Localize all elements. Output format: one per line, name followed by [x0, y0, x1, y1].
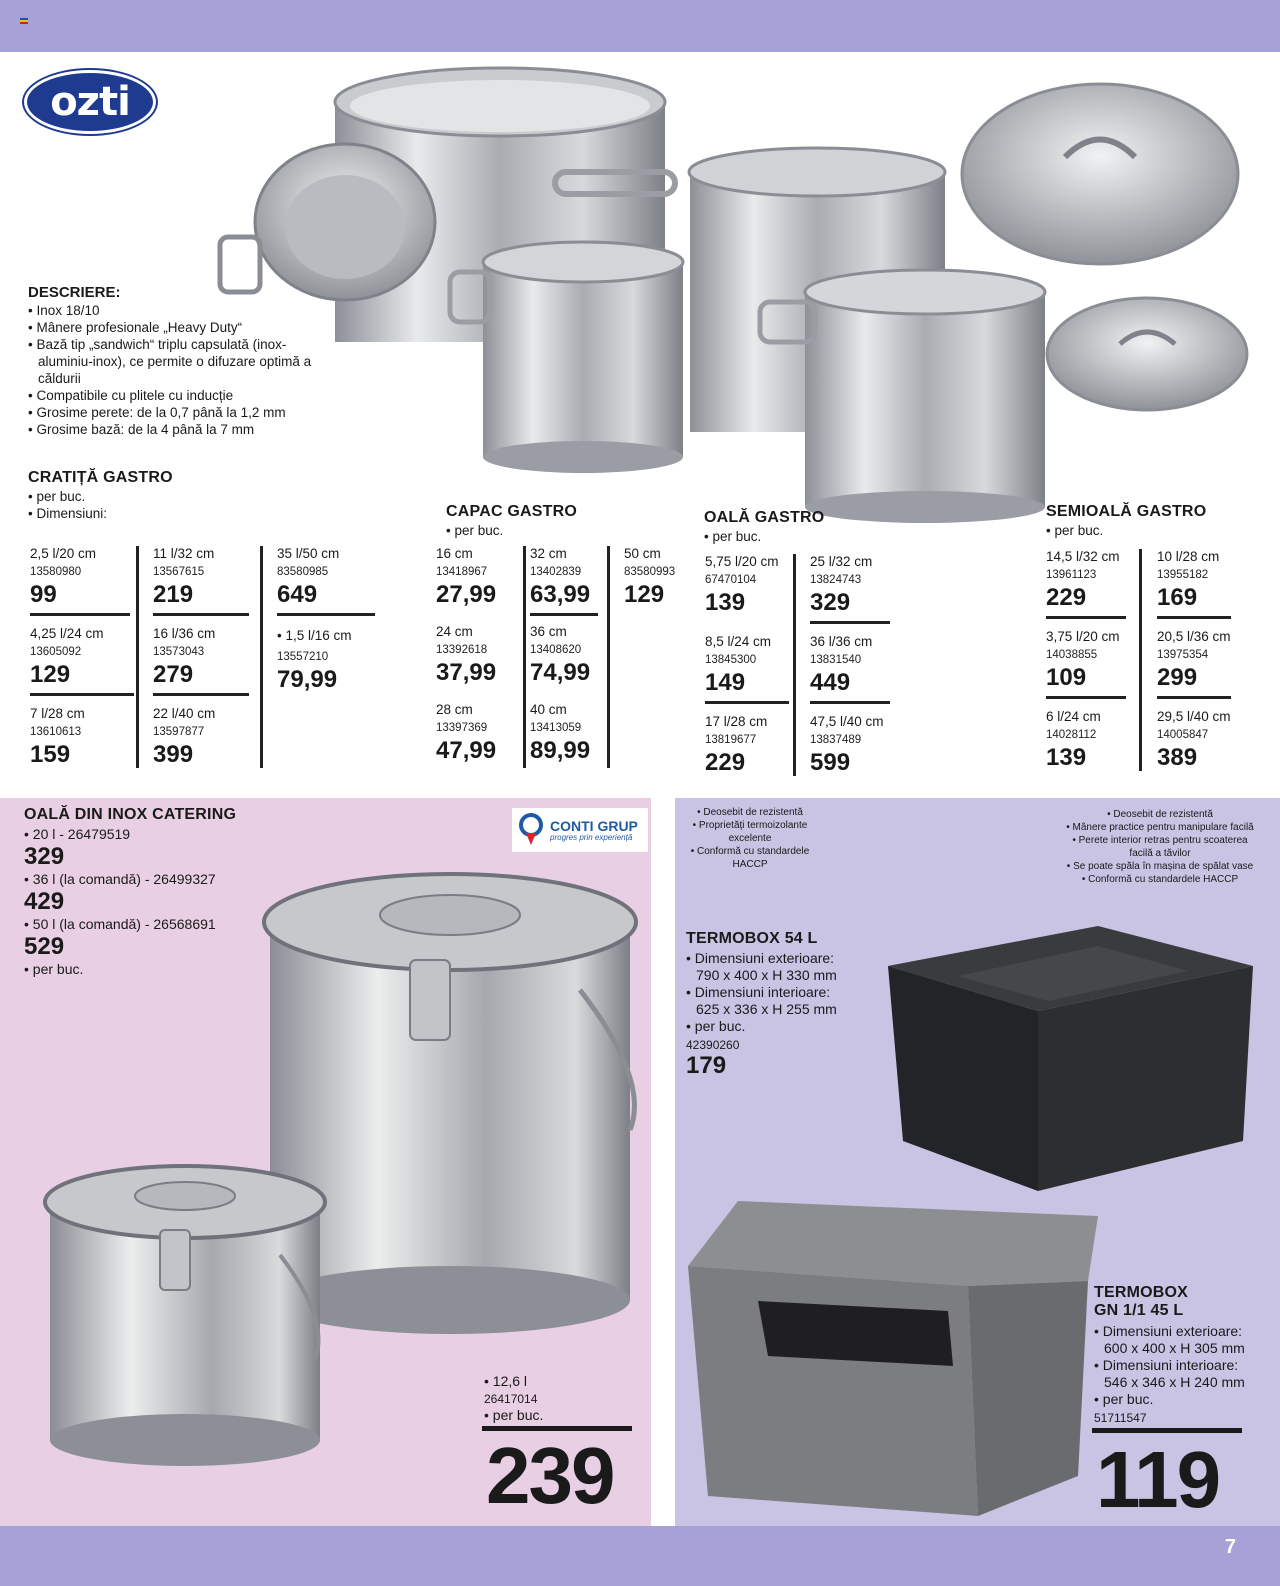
- price-cell: [705, 634, 793, 704]
- price: 74,99: [530, 659, 591, 686]
- product-code: 13567615: [153, 566, 205, 578]
- price: 139: [1046, 744, 1087, 771]
- size-label: 28 cm: [436, 702, 473, 717]
- product-code: 13955182: [1157, 569, 1209, 581]
- size-label: 36 l/36 cm: [810, 634, 873, 649]
- feature-item: • Se poate spăla în mașina de spălat vase: [1066, 861, 1254, 872]
- product-code: 67470104: [705, 574, 757, 586]
- capac-title: CAPAC GASTRO: [446, 503, 577, 520]
- price-cell: [436, 702, 523, 765]
- size-label: 17 l/28 cm: [705, 714, 768, 729]
- size-label: 8,5 l/24 cm: [705, 634, 772, 649]
- price: 129: [624, 581, 665, 608]
- termobox45-features: [1060, 808, 1260, 886]
- feature-item: • Mânere practice pentru manipulare facilă: [1066, 822, 1254, 833]
- product-code: 13819677: [705, 734, 757, 746]
- page-number: 7: [1224, 1536, 1236, 1558]
- divider: [153, 693, 249, 696]
- catering-title: OALĂ DIN INOX CATERING: [24, 806, 237, 823]
- price: 109: [1046, 664, 1087, 691]
- termobox54-line: 790 x 400 x H 330 mm: [696, 967, 837, 983]
- conti-logo-icon: [518, 813, 544, 847]
- price-cell: [1046, 709, 1139, 772]
- price-cell: [530, 546, 607, 616]
- price: 329: [810, 589, 851, 616]
- price-cell: [1157, 629, 1257, 699]
- semioala-note: • per buc.: [1046, 523, 1104, 538]
- feature-item: • Conformă cu standardele HACCP: [1081, 874, 1239, 885]
- divider: [30, 693, 134, 696]
- size-label: • 1,5 l/16 cm: [277, 628, 352, 643]
- price-cell: [277, 628, 377, 694]
- termobox54-line: • Dimensiuni exterioare:: [686, 950, 835, 966]
- size-label: 35 l/50 cm: [277, 546, 340, 561]
- size-label: 50 cm: [624, 546, 661, 561]
- price: 299: [1157, 664, 1198, 691]
- product-code: 14028112: [1046, 729, 1097, 741]
- product-code: 13837489: [810, 734, 862, 746]
- price: 149: [705, 669, 746, 696]
- price: 89,99: [530, 737, 591, 764]
- size-label: 7 l/28 cm: [30, 706, 85, 721]
- product-code: 13845300: [705, 654, 757, 666]
- conti-logo: [512, 808, 648, 852]
- size-label: 14,5 l/32 cm: [1046, 549, 1120, 564]
- price: 27,99: [436, 581, 497, 608]
- product-code: 13605092: [30, 646, 82, 658]
- size-label: 2,5 l/20 cm: [30, 546, 97, 561]
- description-item: • Grosime bază: de la 4 până la 7 mm: [28, 421, 338, 438]
- divider: [530, 613, 598, 616]
- price-cell: [277, 546, 377, 616]
- feature-item: • Deosebit de rezistentă: [697, 807, 803, 818]
- product-code: 13831540: [810, 654, 862, 666]
- size-label: 47,5 l/40 cm: [810, 714, 884, 729]
- description-item: • Bază tip „sandwich“ triplu capsulată (inox-aluminiu-inox), ce permite o difuzare optimă a căldurii: [28, 336, 338, 387]
- description-item: • Grosime perete: de la 0,7 până la 1,2 mm: [28, 404, 338, 421]
- price-cell: [30, 626, 136, 696]
- size-label: 16 cm: [436, 546, 473, 561]
- divider: [1157, 616, 1231, 619]
- capac-col-1: [436, 546, 526, 768]
- price-cell: [810, 714, 900, 777]
- termobox45-line: • Dimensiuni interioare:: [1094, 1357, 1239, 1373]
- cratita-note: [28, 488, 107, 522]
- top-band: [0, 0, 1280, 52]
- catering-line-2: • 36 l (la comandă) - 26499327: [24, 871, 216, 887]
- conti-name: CONTI GRUP: [550, 817, 638, 834]
- size-label: 16 l/36 cm: [153, 626, 216, 641]
- capac-note: • per buc.: [446, 523, 504, 538]
- product-code: 13402839: [530, 566, 582, 578]
- product-code: 83580993: [624, 566, 676, 578]
- size-label: 22 l/40 cm: [153, 706, 216, 721]
- product-code: 13418967: [436, 566, 488, 578]
- termobox45-title-2: GN 1/1 45 L: [1094, 1302, 1184, 1319]
- price-cell: [30, 546, 136, 616]
- price-cell: [153, 626, 260, 696]
- cratita-col-1: [30, 546, 139, 768]
- product-code: 13413059: [530, 722, 582, 734]
- price-cell: [530, 624, 607, 687]
- cratita-title: CRATIȚĂ GASTRO: [28, 469, 173, 486]
- catering-line-1: • 20 l - 26479519: [24, 826, 131, 842]
- cratita-note-dim: • Dimensiuni:: [28, 506, 108, 521]
- catering-line-3: • 50 l (la comandă) - 26568691: [24, 916, 216, 932]
- price: 79,99: [277, 666, 338, 693]
- divider: [705, 701, 789, 704]
- termobox45-line: • Dimensiuni exterioare:: [1094, 1323, 1243, 1339]
- catering-pot-image: [30, 860, 650, 1480]
- price-cell: [705, 554, 793, 617]
- cratita-note-per: • per buc.: [28, 489, 86, 504]
- price: 399: [153, 741, 194, 768]
- catering-price-3: 529: [24, 933, 65, 960]
- flag-icon: [20, 18, 28, 25]
- catering-price-1: 329: [24, 843, 65, 870]
- divider: [810, 621, 890, 624]
- termobox54-line: 625 x 336 x H 255 mm: [696, 1001, 837, 1017]
- size-label: 3,75 l/20 cm: [1046, 629, 1120, 644]
- size-label: 40 cm: [530, 702, 567, 717]
- price-cell: [153, 706, 260, 769]
- price: 649: [277, 581, 318, 608]
- product-code: 13557210: [277, 651, 329, 663]
- capac-col-3: [624, 546, 684, 768]
- price-cell: [1046, 549, 1139, 619]
- termobox45-per: • per buc.: [1094, 1391, 1154, 1407]
- feature-item: • Deosebit de rezistentă: [1107, 809, 1213, 820]
- product-code: 13975354: [1157, 649, 1209, 661]
- termobox45-rule: [1092, 1428, 1242, 1433]
- product-code: 13824743: [810, 574, 862, 586]
- product-code: 13597877: [153, 726, 205, 738]
- size-label: 5,75 l/20 cm: [705, 554, 779, 569]
- price-cell: [530, 702, 607, 765]
- termobox54-line: • Dimensiuni interioare:: [686, 984, 831, 1000]
- size-label: 4,25 l/24 cm: [30, 626, 104, 641]
- termobox54-per: • per buc.: [686, 1018, 746, 1034]
- product-code: 13610613: [30, 726, 82, 738]
- price: 47,99: [436, 737, 497, 764]
- divider: [153, 613, 249, 616]
- divider: [277, 613, 375, 616]
- termobox45-price: 119: [1096, 1435, 1220, 1524]
- product-code: 14038855: [1046, 649, 1098, 661]
- product-code: 13392618: [436, 644, 488, 656]
- product-code: 13580980: [30, 566, 82, 578]
- price: 169: [1157, 584, 1198, 611]
- price: 99: [30, 581, 57, 608]
- price-cell: [705, 714, 793, 777]
- small-pot-size: • 12,6 l: [484, 1373, 528, 1389]
- product-code: 13408620: [530, 644, 582, 656]
- oala-col-2: [810, 554, 900, 776]
- size-label: 25 l/32 cm: [810, 554, 873, 569]
- product-code: 13573043: [153, 646, 205, 658]
- stockpot-image: [215, 62, 1255, 532]
- price: 37,99: [436, 659, 497, 686]
- price-cell: [810, 634, 900, 704]
- price: 599: [810, 749, 851, 776]
- product-code: 83580985: [277, 566, 329, 578]
- size-label: 10 l/28 cm: [1157, 549, 1220, 564]
- termobox54-title: TERMOBOX 54 L: [686, 930, 818, 947]
- price-cell: [436, 546, 523, 609]
- catering-price-2: 429: [24, 888, 65, 915]
- description-title: DESCRIERE:: [28, 284, 121, 301]
- description-block: [28, 284, 338, 438]
- small-pot-price: 239: [486, 1431, 614, 1520]
- price: 229: [705, 749, 746, 776]
- size-label: 24 cm: [436, 624, 473, 639]
- price-cell: [1157, 549, 1257, 619]
- termobox45-line: 546 x 346 x H 240 mm: [1104, 1374, 1245, 1390]
- product-code: 13397369: [436, 722, 488, 734]
- price: 279: [153, 661, 194, 688]
- product-code: 13961123: [1046, 569, 1097, 581]
- termobox45-title-1: TERMOBOX: [1094, 1284, 1189, 1301]
- small-pot-code: 26417014: [484, 1392, 538, 1406]
- capac-col-2: [530, 546, 610, 768]
- price-cell: [436, 624, 523, 687]
- divider: [1046, 616, 1126, 619]
- divider: [810, 701, 890, 704]
- bottom-band: [0, 1526, 1280, 1586]
- size-label: 6 l/24 cm: [1046, 709, 1101, 724]
- size-label: 32 cm: [530, 546, 567, 561]
- size-label: 36 cm: [530, 624, 567, 639]
- catering-per: • per buc.: [24, 961, 84, 977]
- semioala-col-1: [1046, 549, 1142, 771]
- termobox54-features: [690, 806, 810, 871]
- price-cell: [153, 546, 260, 616]
- semioala-title: SEMIOALĂ GASTRO: [1046, 503, 1207, 520]
- price: 389: [1157, 744, 1198, 771]
- cratita-col-2: [153, 546, 263, 768]
- price: 229: [1046, 584, 1087, 611]
- price: 129: [30, 661, 71, 688]
- description-item: • Inox 18/10: [28, 302, 338, 319]
- ozti-logo: [24, 70, 156, 134]
- price: 449: [810, 669, 851, 696]
- termobox54-price: 179: [686, 1052, 727, 1079]
- oala-note: • per buc.: [704, 529, 762, 544]
- termobox45-line: 600 x 400 x H 305 mm: [1104, 1340, 1245, 1356]
- divider: [30, 613, 130, 616]
- price-cell: [1157, 709, 1257, 772]
- price-cell: [810, 554, 900, 624]
- price-cell: [30, 706, 136, 769]
- product-code: 14005847: [1157, 729, 1209, 741]
- price: 219: [153, 581, 194, 608]
- description-item: • Mânere profesionale „Heavy Duty“: [28, 319, 338, 336]
- divider: [1157, 696, 1231, 699]
- logo-text: ozti: [50, 79, 130, 125]
- size-label: 20,5 l/36 cm: [1157, 629, 1231, 644]
- price-cell: [624, 546, 684, 609]
- feature-item: • Proprietăți termoizolante excelente: [692, 820, 808, 844]
- price: 159: [30, 741, 71, 768]
- small-pot-per: • per buc.: [484, 1407, 544, 1423]
- termobox54-code: 42390260: [686, 1038, 740, 1052]
- oala-title: OALĂ GASTRO: [704, 509, 825, 526]
- semioala-col-2: [1157, 549, 1257, 771]
- price-cell: [1046, 629, 1139, 699]
- conti-slogan: progres prin experiență: [550, 832, 633, 842]
- description-item: • Compatibile cu plitele cu inducție: [28, 387, 338, 404]
- oala-col-1: [705, 554, 796, 776]
- feature-item: • Perete interior retras pentru scoaterea facilă a tăvilor: [1072, 835, 1248, 859]
- termobox45-code: 51711547: [1094, 1411, 1147, 1425]
- price: 63,99: [530, 581, 591, 608]
- price: 139: [705, 589, 746, 616]
- termobox-grey-image: [678, 1196, 1103, 1526]
- size-label: 29,5 l/40 cm: [1157, 709, 1231, 724]
- divider: [1046, 696, 1126, 699]
- cratita-col-3: [277, 546, 377, 768]
- feature-item: • Conformă cu standardele HACCP: [690, 846, 810, 870]
- termobox-black-image: [868, 916, 1258, 1196]
- size-label: 11 l/32 cm: [153, 546, 215, 561]
